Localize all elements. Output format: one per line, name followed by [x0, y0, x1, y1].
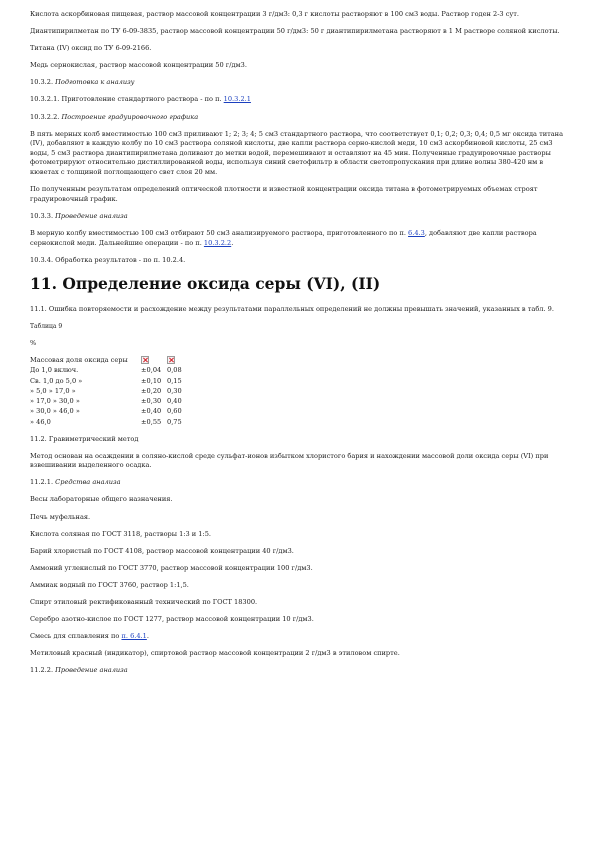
- reagent-item: Аммиак водный по ГОСТ 3760, раствор 1:1,5.: [30, 580, 189, 589]
- text-fragment: .: [146, 632, 149, 641]
- table-cell: 0,08: [167, 366, 182, 375]
- section-number: 10.3.2.: [30, 78, 56, 87]
- reagent-item: Аммоний углекислый по ГОСТ 3770, раствор массовой концентрации 100 г/дм3.: [30, 563, 313, 572]
- table-caption: Таблица 9: [30, 323, 63, 331]
- table-row: [30, 386, 185, 396]
- table-cell: До 1,0 включ.: [30, 366, 79, 375]
- table-header-image-cell: [167, 355, 185, 365]
- link-10-3-2-2[interactable]: 10.3.2.2: [203, 238, 232, 247]
- paragraph-fusion-mix: [30, 632, 570, 642]
- table-cell: ±0,30: [141, 397, 162, 406]
- section-10-3-3: [30, 212, 570, 222]
- broken-image-icon: [167, 356, 175, 364]
- section-number: 10.3.3.: [30, 211, 56, 220]
- table-cell: ±0,04: [141, 366, 162, 375]
- section-title: Проведение анализа: [55, 666, 128, 675]
- table-cell: 0,15: [167, 376, 182, 385]
- text-fragment: , добавляют две капли раствора сернокислой меди. Дальнейшие операции - по п.: [30, 228, 537, 247]
- table-cell: ±0,20: [141, 386, 162, 395]
- paragraph-calibration: В пять мерных колб вместимостью 100 см3 приливают 1; 2; 3; 4; 5 см3 стандартного раствора, что соответствует 0,1; 0,2; 0,3; 0,4; 0,5 мг оксида титана (IV), добавляют в каждую колбу по 10 см3 раствора соляной кислоты, две капли раствора серно-кислой меди, 10 см3 аскорбиновой кислоты, 25 см3 воды, 5 см3 раствора диантипирилметана доливают до метки водой, перемешивают и оставляют на 45 мин. Полученные градуировочные растворы фотометрируют относительно дистиллированной воды, используя синий светофильтр в области светопропускания при длине волны 380-420 нм в кюветах с толщиной поглощающего свет слоя 20 мм.: [30, 129, 564, 177]
- paragraph-graph: По полученным результатам определений оптической плотности и известной концентрации оксида титана в фотометрируемых объемах строят градуировочный график.: [30, 185, 538, 203]
- paragraph-ascorbic-acid: Кислота аскорбиновая пищевая, раствор массовой концентрации 3 г/дм3: 0,3 г кислоты растворяют в 100 см3 воды. Раствор годен 2-3 сут.: [30, 10, 520, 18]
- table-cell: » 46,0: [30, 417, 51, 426]
- reagent-item: Барий хлористый по ГОСТ 4108, раствор массовой концентрации 40 г/дм3.: [30, 546, 294, 555]
- section-10-3-2-1: [30, 95, 570, 105]
- broken-image-icon: [141, 356, 149, 364]
- table-cell: 0,60: [167, 407, 182, 416]
- table-header-image-cell: [141, 355, 167, 365]
- table-cell: 0,40: [167, 397, 182, 406]
- text-fragment: В мерную колбу вместимостью 100 см3 отбирают 50 см3 анализируемого раствора, приготовленного по п.: [30, 228, 409, 237]
- table-header-cell: Массовая доля оксида серы: [30, 355, 128, 364]
- link-6-4-3[interactable]: 6.4.3: [408, 228, 425, 237]
- table-cell: ±0,55: [141, 417, 162, 426]
- section-11-2-1: [30, 478, 570, 488]
- section-heading: 11. Определение оксида серы (VI), (II): [30, 274, 381, 294]
- paragraph-copper-sulfate: Медь сернокислая, раствор массовой концентрации 50 г/дм3.: [30, 61, 247, 70]
- section-text: 10.3.2.1. Приготовление стандартного раствора - по п.: [30, 95, 224, 104]
- section-10-3-4: 10.3.4. Обработка результатов - по п. 10.2.4.: [30, 255, 186, 264]
- section-11-2: 11.2. Гравиметрический метод: [30, 434, 139, 443]
- text-fragment: Смесь для сплавления по: [30, 632, 122, 641]
- section-number: 11.2.2.: [30, 666, 56, 675]
- table-cell: » 30,0 » 46,0 »: [30, 407, 80, 416]
- tolerance-table: [30, 355, 185, 427]
- section-10-3-2: [30, 78, 570, 88]
- table-cell: Св. 1,0 до 5,0 »: [30, 376, 83, 385]
- table-row: [30, 376, 185, 386]
- link-10-3-2-1[interactable]: 10.3.2.1: [223, 95, 251, 104]
- text-fragment: .: [231, 238, 234, 247]
- table-unit: %: [30, 339, 37, 348]
- section-title: Построение градуировочного графика: [61, 112, 199, 121]
- table-cell: » 17,0 » 30,0 »: [30, 397, 80, 406]
- reagent-item: Серебро азотно-кислое по ГОСТ 1277, раствор массовой концентрации 10 г/дм3.: [30, 615, 314, 624]
- section-title: Проведение анализа: [55, 211, 128, 220]
- paragraph-analysis-run: [30, 229, 570, 248]
- table-row: [30, 406, 185, 416]
- paragraph-11-1: 11.1. Ошибка повторяемости и расхождение между результатами параллельных определений не должны превышать значений, указанных в табл. 9.: [30, 305, 554, 314]
- paragraph-methyl-red: Метиловый красный (индикатор), спиртовой раствор массовой концентрации 2 г/дм3 в этиловом спирте.: [30, 649, 400, 658]
- section-title: Средства анализа: [55, 478, 121, 487]
- paragraph-method: Метод основан на осаждении в соляно-кислой среде сульфат-ионов избытком хлористого бария и нахождении массовой доли оксида серы (VI) при взвешивании выделенного осадка.: [30, 451, 549, 470]
- section-11-2-2: [30, 666, 570, 676]
- reagent-item: Кислота соляная по ГОСТ 3118, растворы 1:3 и 1:5.: [30, 529, 212, 538]
- table-cell: 0,30: [167, 386, 182, 395]
- document-page: [30, 10, 570, 676]
- reagent-item: Спирт этиловый ректификованный технический по ГОСТ 18300.: [30, 597, 258, 606]
- table-cell: 0,75: [167, 417, 182, 426]
- section-10-3-2-2: [30, 113, 570, 123]
- table-row: [30, 417, 185, 427]
- table-header-row: [30, 355, 185, 365]
- table-row: [30, 365, 185, 375]
- reagent-item: Печь муфельная.: [30, 512, 91, 521]
- section-number: 10.3.2.2.: [30, 112, 62, 121]
- paragraph-diantipyrylmethane: Диантипирилметан по ТУ 6-09-3835, раствор массовой концентрации 50 г/дм3: 50 г диантипирилметана растворяют в 1 М растворе соляной кислоты.: [30, 27, 560, 36]
- section-title: Подготовка к анализу: [55, 78, 135, 87]
- paragraph-titanium-oxide: Титана (IV) оксид по ТУ 6-09-2166.: [30, 44, 152, 53]
- link-6-4-1[interactable]: п. 6.4.1: [121, 632, 147, 641]
- table-cell: » 5,0 » 17,0 »: [30, 386, 76, 395]
- table-cell: ±0,40: [141, 407, 162, 416]
- table-row: [30, 396, 185, 406]
- section-number: 11.2.1.: [30, 478, 56, 487]
- table-cell: ±0,10: [141, 376, 162, 385]
- reagent-item: Весы лабораторные общего назначения.: [30, 495, 173, 504]
